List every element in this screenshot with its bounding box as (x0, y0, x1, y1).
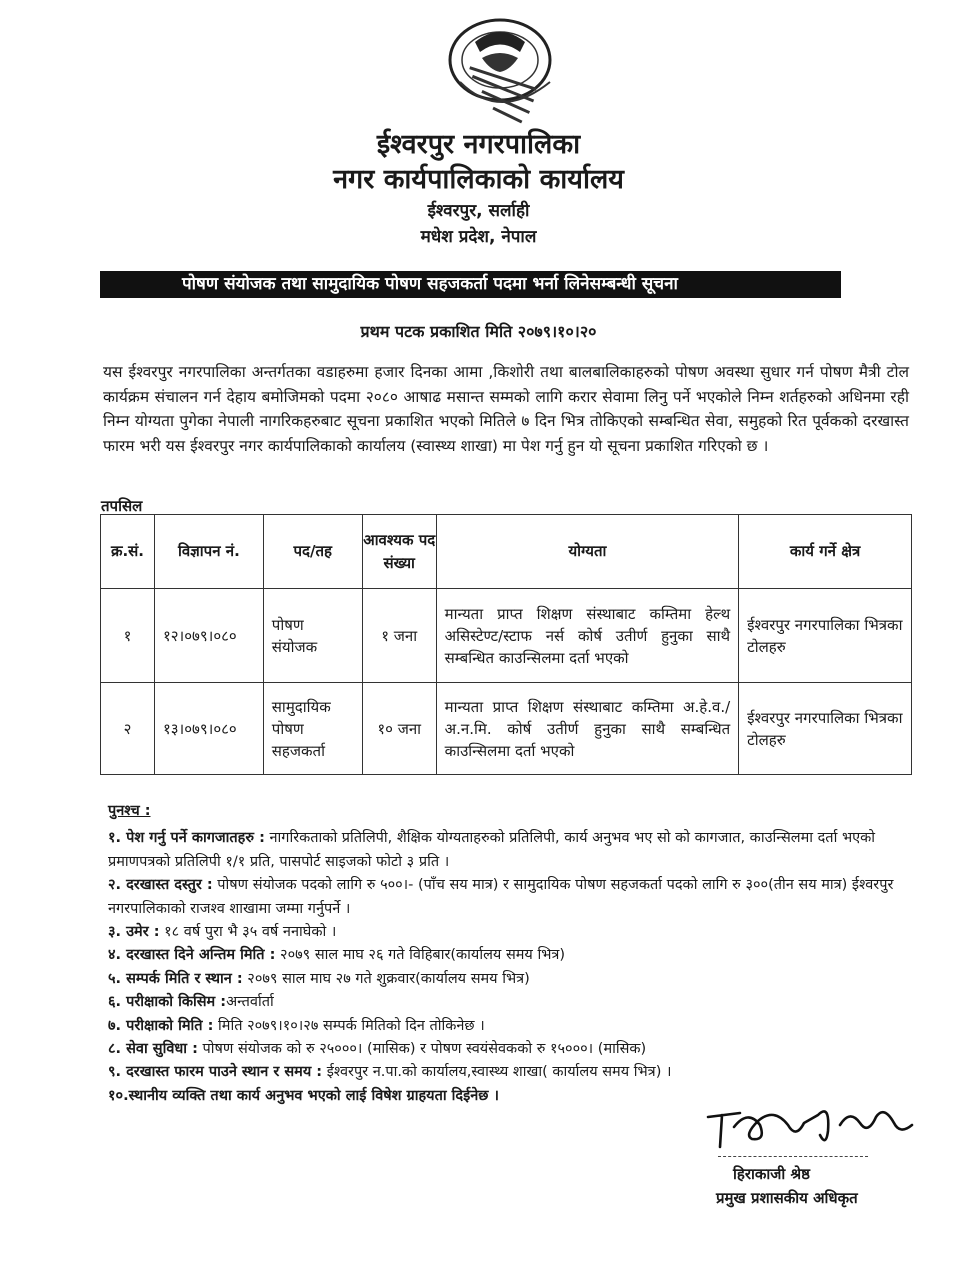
header-qualification: योग्यता (436, 515, 738, 589)
note-item (108, 1015, 898, 1038)
cell-qualification: मान्यता प्राप्त शिक्षण संस्थाबाट कम्तिमा हेल्थ असिस्टेण्ट/स्टाफ नर्स कोर्ष उतीर्ण हुनुका साथै सम्बन्धित काउन्सिलमा दर्ता भएको (436, 589, 738, 683)
note-text: २०७९ साल माघ २६ गते विहिबार(कार्यालय समय भित्र) (275, 947, 566, 964)
office-province: मधेश प्रदेश, नेपाल (420, 227, 537, 247)
letterhead (0, 128, 957, 250)
note-item (108, 921, 898, 944)
note-text: अन्तर्वार्ता (226, 994, 274, 1011)
office-address: ईश्वरपुर, सर्लाही (427, 201, 530, 221)
postscript-notes (108, 800, 898, 1108)
note-label: ७. परीक्षाको मिति : (108, 1017, 214, 1034)
organization-name: ईश्वरपुर नगरपालिका (376, 129, 581, 160)
cell-work-area: ईश्वरपुर नगरपालिका भित्रका टोलहरु (739, 589, 912, 683)
note-item (108, 874, 898, 921)
cell-ad-number: १३।०७९।०८० (154, 683, 263, 775)
notice-title-banner: पोषण संयोजक तथा सामुदायिक पोषण सहजकर्ता पदमा भर्ना लिनेसम्बन्धी सूचना (100, 271, 841, 298)
table-row (101, 683, 912, 775)
note-text: २०७९ साल माघ २७ गते शुक्रवार(कार्यालय समय भित्र) (242, 970, 530, 987)
note-label: ३. उमेर : (108, 924, 160, 941)
note-item (108, 1061, 898, 1084)
note-text: पोषण संयोजक को रु २५०००। (मासिक) र पोषण स्वयंसेवकको रु १५०००। (मासिक) (197, 1041, 647, 1058)
publish-date: प्रथम पटक प्रकाशित मिति २०७९।१०।२० (360, 322, 597, 341)
note-text: मिति २०७९।१०।२७ सम्पर्क मितिको दिन तोकिनेछ । (213, 1017, 485, 1034)
header-work-area: कार्य गर्ने क्षेत्र (739, 515, 912, 589)
note-text: ईश्वरपुर न.पा.को कार्यालय,स्वास्थ्य शाखा( कार्यालय समय भित्र) । (322, 1064, 672, 1081)
cell-serial: २ (101, 683, 155, 775)
note-label: १. पेश गर्नु पर्ने कागजातहरु : (108, 830, 265, 847)
notes-title: पुनश्च : (108, 803, 151, 819)
cell-work-area: ईश्वरपुर नगरपालिका भित्रका टोलहरु (739, 683, 912, 775)
cell-ad-number: १२।०७९।०८० (154, 589, 263, 683)
cell-qualification: मान्यता प्राप्त शिक्षण संस्थाबाट कम्तिमा अ.हे.व./अ.न.मि. कोर्ष उतीर्ण हुनुका साथै सम्बन्धित काउन्सिलमा दर्ता भएको (436, 683, 738, 775)
cell-required-count: १० जना (362, 683, 436, 775)
cell-serial: १ (101, 589, 155, 683)
office-name: नगर कार्यपालिकाको कार्यालय (333, 164, 624, 195)
signature-line (718, 1156, 868, 1157)
note-label: २. दरखास्त दस्तुर : (108, 877, 213, 894)
signatory-name: हिराकाजी श्रेष्ठ (733, 1165, 810, 1183)
header-post: पद/तह (263, 515, 362, 589)
table-header-row (101, 515, 912, 589)
note-item (108, 991, 898, 1014)
note-label: ५. सम्पर्क मिति र स्थान : (108, 970, 243, 987)
header-ad-number: विज्ञापन नं. (154, 515, 263, 589)
table-row (101, 589, 912, 683)
note-label: ८. सेवा सुविधा : (108, 1041, 198, 1058)
header-serial: क्र.सं. (101, 515, 155, 589)
note-label: ९. दरखास्त फारम पाउने स्थान र समय : (108, 1064, 323, 1081)
cell-required-count: १ जना (362, 589, 436, 683)
note-text: पोषण संयोजक पदको लागि रु ५००।- (पाँच सय मात्र) र सामुदायिक पोषण सहजकर्ता पदको लागि रु ३००(तीन सय मात्र) ईश्वरपुर नगरपालिकाको राजश्व शाखामा जम्मा गर्नुपर्ने । (108, 877, 894, 917)
intro-paragraph: यस ईश्वरपुर नगरपालिका अन्तर्गतका वडाहरुमा हजार दिनका आमा ,किशोरी तथा बालबालिकाहरुको पोषण अवस्था सुधार गर्न पोषण मैत्री टोल कार्यक्रम संचालन गर्न देहाय बमोजिमको पदमा २०८० आषाढ मसान्त सम्मको लागि करार सेवामा लिनु पर्ने भएकोले निम्न शर्तहरुको अधिनमा रही निम्न योग्यता पुगेका नेपाली नागरिकहरुबाट सूचना प्रकाशित भएको मितिले ७ दिन भित्र तोकिएको सम्बन्धित सेवा, समुहको रित पूर्वकको दरखास्त फारम भरी यस ईश्वरपुर नगर कार्यपालिकाको कार्यालय (स्वास्थ्य शाखा) मा पेश गर्नु हुन यो सूचना प्रकाशित गरिएको छ । (103, 363, 909, 455)
note-item (108, 968, 898, 991)
vacancy-table (100, 514, 912, 775)
note-label: १०.स्थानीय व्यक्ति तथा कार्य अनुभव भएको लाई विषेश ग्राहयता दिईनेछ । (108, 1087, 499, 1104)
note-item (108, 827, 898, 874)
note-text: १८ वर्ष पुरा भै ३५ वर्ष ननाघेको । (159, 924, 337, 941)
note-label: ४. दरखास्त दिने अन्तिम मिति : (108, 947, 276, 964)
header-required-count: आवश्यक पद संख्या (362, 515, 436, 589)
signature-icon (700, 1095, 920, 1155)
municipality-seal-icon (440, 12, 570, 130)
cell-post: सामुदायिक पोषण सहजकर्ता (263, 683, 362, 775)
note-item (108, 1038, 898, 1061)
note-item (108, 944, 898, 967)
note-label: ६. परीक्षाको किसिम : (108, 994, 227, 1011)
details-heading: तपसिल (101, 497, 143, 515)
note-text: नागरिकताको प्रतिलिपी, शैक्षिक योग्यताहरुको प्रतिलिपी, कार्य अनुभव भए सो को कागजात, काउन्सिलमा दर्ता भएको प्रमाणपत्रको प्रतिलिपी १/१ प्रति, पासपोर्ट साइजको फोटो ३ प्रति । (108, 830, 876, 870)
signatory-title: प्रमुख प्रशासकीय अधिकृत (716, 1189, 858, 1207)
cell-post: पोषण संयोजक (263, 589, 362, 683)
